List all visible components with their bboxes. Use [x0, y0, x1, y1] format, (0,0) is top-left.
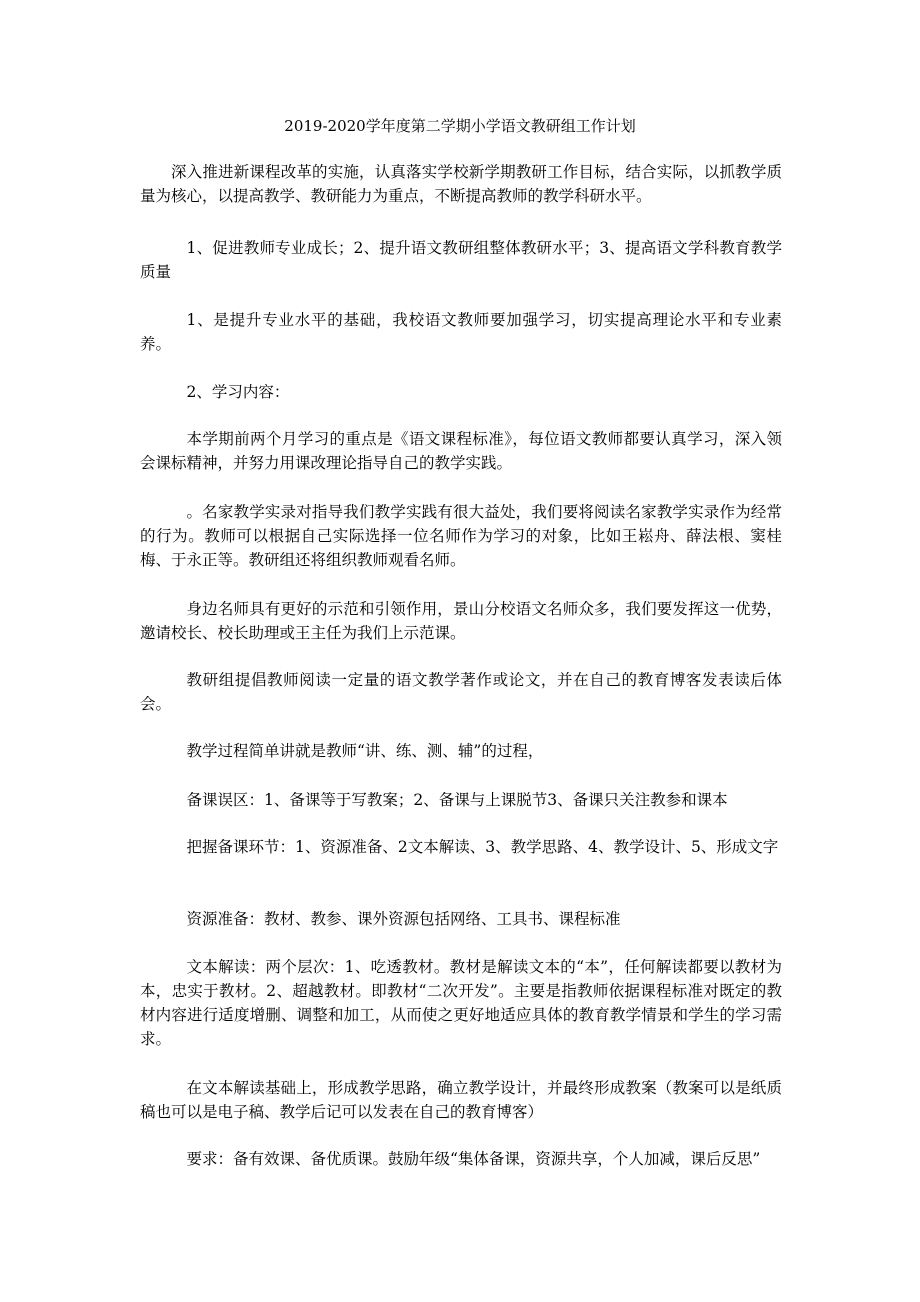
- paragraph-reading: 教研组提倡教师阅读一定量的语文教学著作或论文，并在自己的教育博客发表读后体会。: [140, 671, 782, 713]
- paragraph-requirements: 要求：备有效课、备优质课。鼓励年级“集体备课，资源共享，个人加减，课后反思”: [186, 1150, 761, 1168]
- paragraph-text-interpretation: 文本解读：两个层次：1、吃透教材。教材是解读文本的“本”，任何解读都要以教材为本，忠实于教材。2、超越教材。即教材“二次开发”。主要是指教师依据课程标准对既定的教材内容进行适度增删、调整和加工，从而使之更好地适应具体的教育教学情景和学生的学习需求。: [140, 958, 782, 1048]
- paragraph-resource-prep: 资源准备：教材、教参、课外资源包括网络、工具书、课程标准: [186, 910, 621, 928]
- paragraph-study-basis: 1、是提升专业水平的基础，我校语文教师要加强学习，切实提高理论水平和专业素养。: [140, 311, 782, 353]
- paragraph-lesson-plan: 在文本解读基础上，形成教学思路，确立教学设计，并最终形成教案（教案可以是纸质稿也可以是电子稿、教学后记可以发表在自己的教育博客）: [140, 1079, 782, 1121]
- paragraph-local-teachers: 身边名师具有更好的示范和引领作用，景山分校语文名师众多，我们要发挥这一优势，邀请校长、校长助理或王主任为我们上示范课。: [140, 600, 782, 642]
- document-title: 2019-2020学年度第二学期小学语文教研组工作计划: [284, 117, 636, 135]
- paragraph-curriculum-standard: 本学期前两个月学习的重点是《语文课程标准》，每位语文教师都要认真学习，深入领会课标精神，并努力用课改理论指导自己的教学实践。: [140, 430, 782, 472]
- paragraph-goals: 1、促进教师专业成长；2、提升语文教研组整体教研水平；3、提高语文学科教育教学质量: [140, 239, 782, 281]
- paragraph-lesson-prep-steps: 把握备课环节：1、资源准备、2文本解读、3、教学思路、4、教学设计、5、形成文字: [186, 838, 779, 856]
- paragraph-teaching-process: 教学过程简单讲就是教师“讲、练、测、辅”的过程，: [186, 742, 544, 760]
- paragraph-study-content: 2、学习内容：: [186, 383, 290, 401]
- paragraph-famous-teachers: 。名家教学实录对指导我们教学实践有很大益处，我们要将阅读名家教学实录作为经常的行为。教师可以根据自己实际选择一位名师作为学习的对象，比如王崧舟、薛法根、窦桂梅、于永正等。教研组还将组织教师观看名师。: [140, 503, 782, 569]
- paragraph-lesson-prep-pitfalls: 备课误区：1、备课等于写教案；2、备课与上课脱节3、备课只关注教参和课本: [186, 791, 728, 809]
- paragraph-intro: 深入推进新课程改革的实施，认真落实学校新学期教研工作目标，结合实际，以抓教学质量为核心，以提高教学、教研能力为重点，不断提高教师的教学科研水平。: [140, 163, 782, 205]
